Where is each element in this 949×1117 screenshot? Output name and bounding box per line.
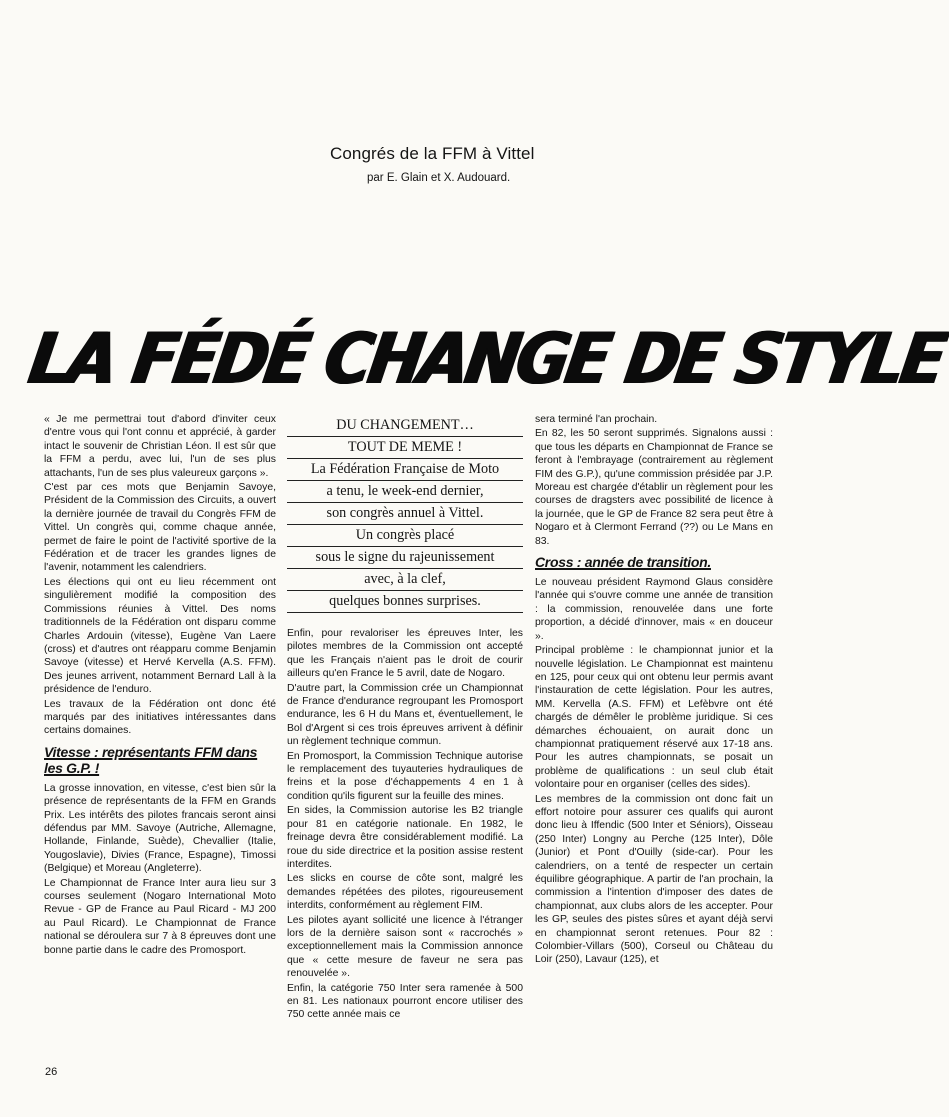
intro-line: a tenu, le week-end dernier, [287,481,523,503]
paragraph: C'est par ces mots que Benjamin Savoye, Président de la Commission des Circuits, a ouvert la dernière journée de travail du Congrès FFM de Vittel. Un congrès qui, comme chaque année, permet de faire le point de l'activité sportive de la Fédération et de tracer les grandes lignes de l'avenir, notamment les calendriers. [44,482,276,574]
paragraph: Les pilotes ayant sollicité une licence à l'étranger lors de la dernière saison sont « raccrochés » exceptionnellement mais la Commission annonce que « cette mesure de faveur ne sera pas renouvelée ». [287,914,523,980]
paragraph: Principal problème : le championnat junior et la nouvelle législation. Le Championnat est maintenu en 125, pour ceux qui ont obtenu leur permis avant l'instauration de cette législation. Pour les autres, MM. Kervella (A.S. FFM) et Lefèbvre ont été chargés de démêler le problème juridique. Si ces démarches échouaient, on aurait donc un championnat pratiquement réservé aux 17-18 ans. Pour les autres championnats, se posait un problème de qualifications : un seul club était volontaire pour en organiser (celles des sides). [535,645,773,791]
intro-line: quelques bonnes surprises. [287,591,523,613]
paragraph: D'autre part, la Commission crée un Championnat de France d'endurance regroupant les Promosport endurance, les 6 H du Mans et, éventuellement, le Bol d'Argent si ces trois épreuves arrivent à définir un règlement technique commun. [287,682,523,748]
intro-line: Un congrès placé [287,525,523,547]
paragraph: Le Championnat de France Inter aura lieu sur 3 courses seulement (Nogaro International Moto Revue - GP de France au Paul Ricard - MJ 200 au Paul Ricard). Le Championnat de France national se déroulera sur 7 à 8 épreuves dont une bonne partie dans le cadre des Promosport. [44,877,276,956]
intro-line: TOUT DE MEME ! [287,437,523,459]
section-heading-text: Cross : année de transition. [535,554,711,571]
paragraph: sera terminé l'an prochain. [535,414,658,425]
section-heading-text: Vitesse : représentants FFM dans les G.P. ! [44,743,258,776]
paragraph: En 82, les 50 seront supprimés. Signalons aussi : que tous les départs en Championnat de France se feront à l'embrayage (contrairement au règlement FIM des G.P.), qu'une commission présidée par J.P. Moreau est chargée d'établir un règlement pour les courses de dragsters avec possibilité de licence à la journée, que le GP de France 82 sera peut être à Nogaro et à Clermont Ferrand (??) ou Le Mans en 83. [535,428,773,547]
paragraph: Les élections qui ont eu lieu récemment ont singulièrement modifié la composition des Commissions réunies à Vittel. Des noms traditionnels de la Fédération ont disparu comme Charles Ardouin (vitesse), Eugène Van Laere (cross) et d'autres ont réapparu comme Benjamin Savoye (vitesse) et Hervé Kervella (A.S. FFM). Des jeunes arrivent, notamment Bernard Lall à la présidence de l'enduro. [44,576,276,696]
column-1 [44,413,276,958]
paragraph: En sides, la Commission autorise les B2 triangle pour 81 en catégorie nationale. En 1982, le freinage devra être considérablement modifié. La roue du side directrice et la position assise restent interdites. [287,805,523,870]
paragraph: Les travaux de la Fédération ont donc été marqués par des initiatives intéressantes dans certains domaines. [44,698,276,737]
paragraph: Les membres de la commission ont donc fait un effort notoire pour assurer ces qualifs qui auront donc lieu à Iffendic (500 Inter et Séniors), Oisseau (250 Inter) Longny au Perche (125 Inter), Dôle (Junior) et Pont d'Ouilly (side-car). Pour les calendriers, on a tenté de respecter un certain équilibre géographique. A partir de l'an prochain, la commission a l'intention d'imposer des dates de championnat, aux clubs alors de les accepter. Pour les GP, seules des pistes sûres et ayant déjà servi en championnat seront retenues. Pour 82 : Colombier-Villars (500), Corseul ou Château du Loir (250), Lavaur (125), et [535,793,773,966]
intro-line: sous le signe du rajeunissement [287,547,523,569]
paragraph: Le nouveau président Raymond Glaus considère l'année qui s'ouvre comme une année de transition : la commission, renouvelée dans une forte proportion, a décidé d'innover, mais « en douceur ». [535,577,773,642]
paragraph: La grosse innovation, en vitesse, c'est bien sûr la présence de représentants de la FFM en Grands Prix. Les intérêts des pilotes francais seront ainsi défendus par MM. Savoye (Autriche, Allemagne, Hollande, Finlande, Suède), Chevallier (Italie, Yougoslavie), Divies (France, Espagne), Timossi (Belgique) et Moreau (Angleterre). [44,782,276,875]
article-byline: par E. Glain et X. Audouard. [367,172,511,184]
article-heading [330,144,750,184]
paragraph: « Je me permettrai tout d'abord d'inviter ceux d'entre vous qui l'ont connu et apprécié, à garder intact le souvenir de Christian Léon. Il est sûr que la FFM a perdu, avec lui, l'un de ses plus attachants, l'un de ses plus valeureux garçons ». [44,414,276,479]
column-2 [287,413,523,1023]
section-heading-cross [535,554,773,570]
intro-line: DU CHANGEMENT… [287,415,523,437]
headline-banner: LA FÉDÉ CHANGE DE STYLE [23,319,949,401]
paragraph: Les slicks en course de côte sont, malgré les demandes répétées des pilotes, rigoureusement interdits, conformément au règlement FIM. [287,873,523,912]
paragraph: Enfin, la catégorie 750 Inter sera ramenée à 500 en 81. Les nationaux pourront encore utiliser des 750 cette année mais ce [287,982,523,1021]
section-heading-vitesse [44,744,276,776]
intro-line: avec, à la clef, [287,569,523,591]
column-3 [535,413,773,968]
intro-line: son congrès annuel à Vittel. [287,503,523,525]
intro-box [287,415,523,613]
page-number: 26 [45,1066,58,1078]
intro-line: La Fédération Française de Moto [287,459,523,481]
article-title: Congrés de la FFM à Vittel [330,144,535,163]
paragraph: En Promosport, la Commission Technique autorise le remplacement des tuyauteries hydrauliques de freins et la pose d'échappements 4 en 1 à condition qu'ils figurent sur la feuille des mines. [287,750,523,802]
paragraph: Enfin, pour revaloriser les épreuves Inter, les pilotes membres de la Commission ont accepté que les Français n'aient pas le droit de courir ailleurs qu'en France le 5 avril, date de Nogaro. [287,628,523,680]
